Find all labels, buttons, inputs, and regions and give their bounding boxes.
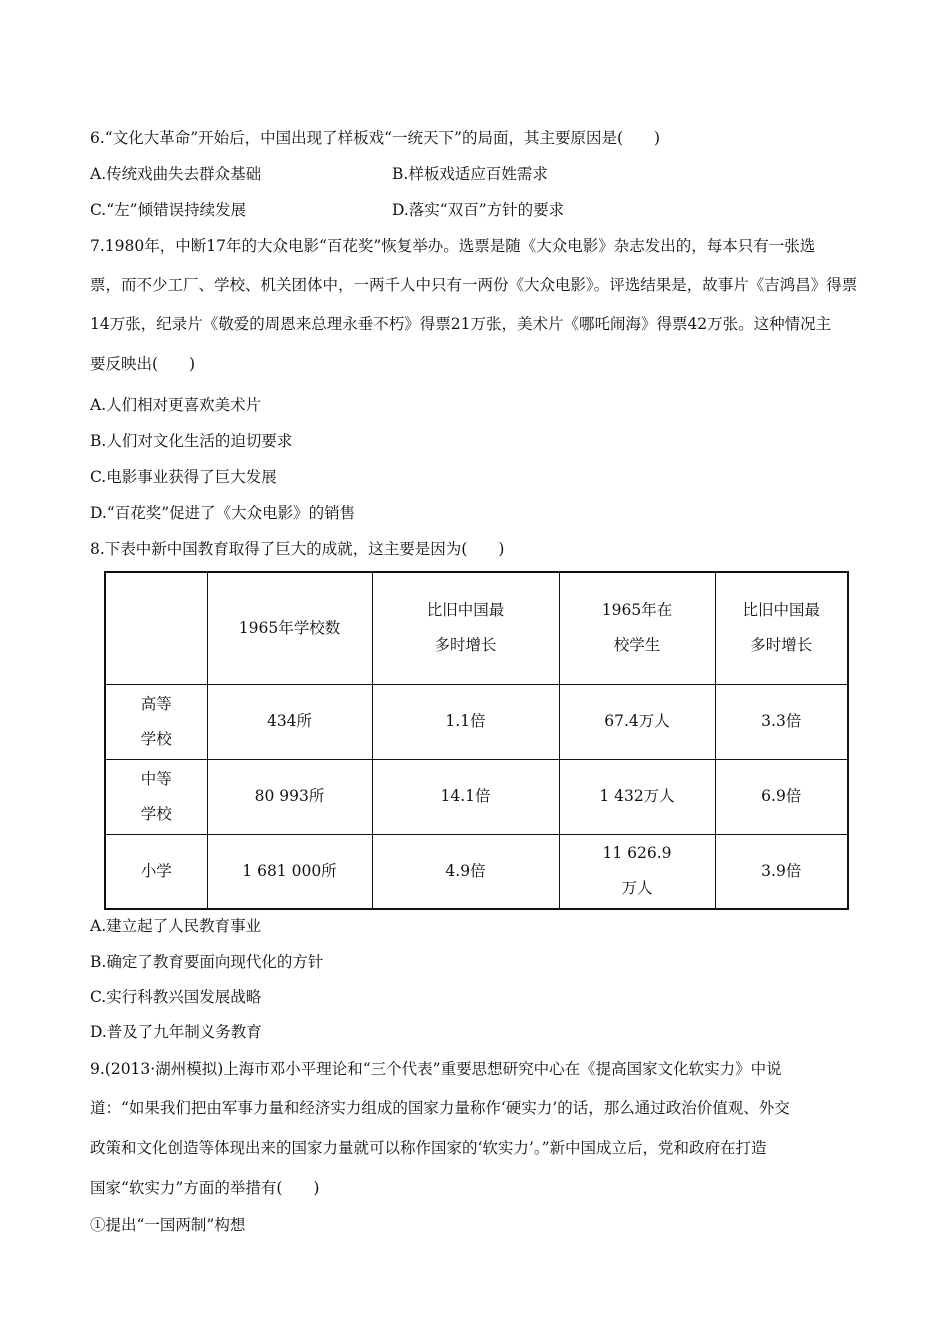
cell-students: 67.4万人	[559, 684, 715, 759]
table-header-growth-schools	[372, 572, 559, 684]
row-label: 小学	[105, 834, 207, 909]
q6-option-c: C.“左”倾错误持续发展	[90, 201, 247, 219]
q8-option-c: C.实行科教兴国发展战略	[90, 988, 262, 1006]
table-row	[105, 759, 848, 834]
row-label	[105, 684, 207, 759]
q6-stem: 6.“文化大革命”开始后，中国出现了样板戏“一统天下”的局面，其主要原因是( )	[90, 129, 661, 147]
table-header-growth-students	[715, 572, 848, 684]
table-row	[105, 684, 848, 759]
q7-stem-line-3: 14万张，纪录片《敬爱的周恩来总理永垂不朽》得票21万张，美术片《哪吒闹海》得票42万张。这种情况主	[90, 315, 832, 333]
q8-option-d: D.普及了九年制义务教育	[90, 1023, 262, 1041]
cell-growth-schools: 14.1倍	[372, 759, 559, 834]
q6-option-a: A.传统戏曲失去群众基础	[90, 165, 262, 183]
row-label-line: 高等	[140, 694, 172, 713]
row-label-line: 中等	[140, 769, 172, 788]
table-row	[105, 834, 848, 909]
cell-growth-schools: 4.9倍	[372, 834, 559, 909]
q7-option-a: A.人们相对更喜欢美术片	[90, 396, 262, 414]
q7-stem-line-1: 7.1980年，中断17年的大众电影“百花奖”恢复举办。选票是随《大众电影》杂志发出的，每本只有一张选	[90, 237, 816, 255]
q6-option-d: D.落实“双百”方针的要求	[392, 201, 565, 219]
table-header-row	[105, 572, 848, 684]
q9-stem-line-3: 政策和文化创造等体现出来的国家力量就可以称作国家的‘软实力’。”新中国成立后，党和政府在打造	[90, 1139, 767, 1157]
table-header-empty	[105, 572, 207, 684]
header-line: 多时增长	[750, 636, 813, 655]
cell-schools: 1 681 000所	[207, 834, 372, 909]
row-label-line: 学校	[140, 804, 172, 823]
cell-students	[559, 834, 715, 909]
row-label	[105, 759, 207, 834]
q8-option-b: B.确定了教育要面向现代化的方针	[90, 953, 324, 971]
q7-option-d: D.“百花奖”促进了《大众电影》的销售	[90, 504, 356, 522]
q8-stem: 8.下表中新中国教育取得了巨大的成就，这主要是因为( )	[90, 540, 505, 558]
q9-item-1: ①提出“一国两制”构想	[90, 1216, 246, 1234]
header-line: 校学生	[613, 636, 661, 655]
cell-growth-students: 3.9倍	[715, 834, 848, 909]
cell-schools: 434所	[207, 684, 372, 759]
table-header-students	[559, 572, 715, 684]
cell-schools: 80 993所	[207, 759, 372, 834]
header-line: 多时增长	[434, 636, 497, 655]
cell-students: 1 432万人	[559, 759, 715, 834]
table-header-school-count: 1965年学校数	[207, 572, 372, 684]
q8-option-a: A.建立起了人民教育事业	[90, 917, 262, 935]
q9-stem-line-1: 9.(2013·湖州模拟)上海市邓小平理论和“三个代表”重要思想研究中心在《提高国家文化软实力》中说	[90, 1060, 782, 1078]
cell-students-line: 万人	[621, 879, 653, 898]
q7-stem-line-4: 要反映出( )	[90, 355, 196, 373]
cell-growth-students: 3.3倍	[715, 684, 848, 759]
header-line: 1965年在	[601, 601, 673, 620]
cell-students-line: 11 626.9	[602, 844, 672, 863]
q7-option-c: C.电影事业获得了巨大发展	[90, 468, 277, 486]
q7-stem-line-2: 票，而不少工厂、学校、机关团体中，一两千人中只有一两份《大众电影》。评选结果是，故事片《吉鸿昌》得票	[90, 276, 858, 294]
education-table	[104, 571, 849, 910]
row-label-line: 学校	[140, 729, 172, 748]
header-line: 比旧中国最	[742, 601, 820, 620]
cell-growth-students: 6.9倍	[715, 759, 848, 834]
q9-stem-line-2: 道：“如果我们把由军事力量和经济实力组成的国家力量称作‘硬实力’的话，那么通过政治价值观、外交	[90, 1099, 790, 1117]
q9-stem-line-4: 国家“软实力”方面的举措有( )	[90, 1179, 320, 1197]
q6-option-b: B.样板戏适应百姓需求	[392, 165, 548, 183]
header-line: 比旧中国最	[426, 601, 505, 620]
cell-growth-schools: 1.1倍	[372, 684, 559, 759]
q7-option-b: B.人们对文化生活的迫切要求	[90, 432, 293, 450]
